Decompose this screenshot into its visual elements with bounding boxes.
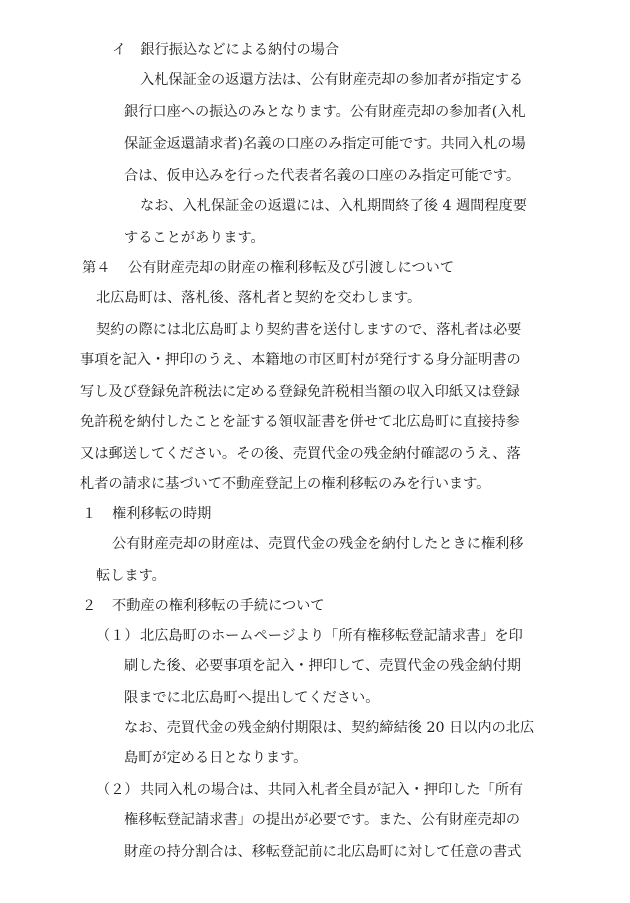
paragraph-line: 保証金返還請求者)名義の口座のみ指定可能です。共同入札の場 [124,136,526,152]
item-number: １ [82,506,97,522]
paragraph-line: 又は郵送してください。その後、売買代金の残金納付確認のうえ、落 [80,446,521,462]
paragraph-line: 事項を記入・押印のうえ、本籍地の市区町村が発行する身分証明書の [80,352,521,368]
paragraph-line: 北広島町のホームページより「所有権移転登記請求書」を印 [140,628,523,644]
paragraph-line: 転します。 [96,568,166,584]
chapter-number: 第４ [82,260,111,276]
item-title: 権利移転の時期 [112,506,212,522]
paragraph-line: なお、入札保証金の返還には、入札期間終了後 4 週間程度要 [140,198,527,214]
paragraph-line: 島町が定める日となります。 [124,750,308,766]
item-title: 不動産の権利移転の手続について [112,598,325,614]
paragraph-line: 契約の際には北広島町より契約書を送付しますので、落札者は必要 [96,322,522,338]
paragraph-line: 入札保証金の返還方法は、公有財産売却の参加者が指定する [140,72,524,88]
paragraph-line: 財産の持分割合は、移転登記前に北広島町に対して任意の書式 [124,844,522,860]
subitem-number: （２） [96,782,139,798]
paragraph-line: 写し及び登録免許税法に定める登録免許税相当額の収入印紙又は登録 [80,384,520,400]
paragraph-line: 刷した後、必要事項を記入・押印して、売買代金の残金納付期 [124,658,521,674]
item-number: ２ [82,598,97,614]
paragraph-line: することがあります。 [124,230,265,246]
paragraph-line: 権移転登記請求書」の提出が必要です。また、公有財産売却の [124,812,521,828]
paragraph-line: 札者の請求に基づいて不動産登記上の権利移転のみを行います。 [80,476,491,492]
chapter-title: 公有財産売却の財産の権利移転及び引渡しについて [128,260,455,276]
paragraph-line: 限までに北広島町へ提出してください。 [124,690,380,706]
section-heading-bank-transfer: イ 銀行振込などによる納付の場合 [112,42,340,58]
paragraph-line: 銀行口座への振込のみとなります。公有財産売却の参加者(入札 [124,104,526,120]
paragraph-line: 公有財産売却の財産は、売買代金の残金を納付したときに権利移 [112,536,524,552]
paragraph-line: 免許税を納付したことを証する領収証書を併せて北広島町に直接持参 [80,414,520,430]
paragraph-line: 北広島町は、落札後、落札者と契約を交わします。 [96,290,422,306]
paragraph-line: なお、売買代金の残金納付期限は、契約締結後 20 日以内の北広 [124,720,535,736]
subitem-number: （１） [96,628,139,644]
paragraph-line: 合は、仮申込みを行った代表者名義の口座のみ指定可能です。 [124,168,521,184]
paragraph-line: 共同入札の場合は、共同入札者全員が記入・押印した「所有 [140,782,524,798]
